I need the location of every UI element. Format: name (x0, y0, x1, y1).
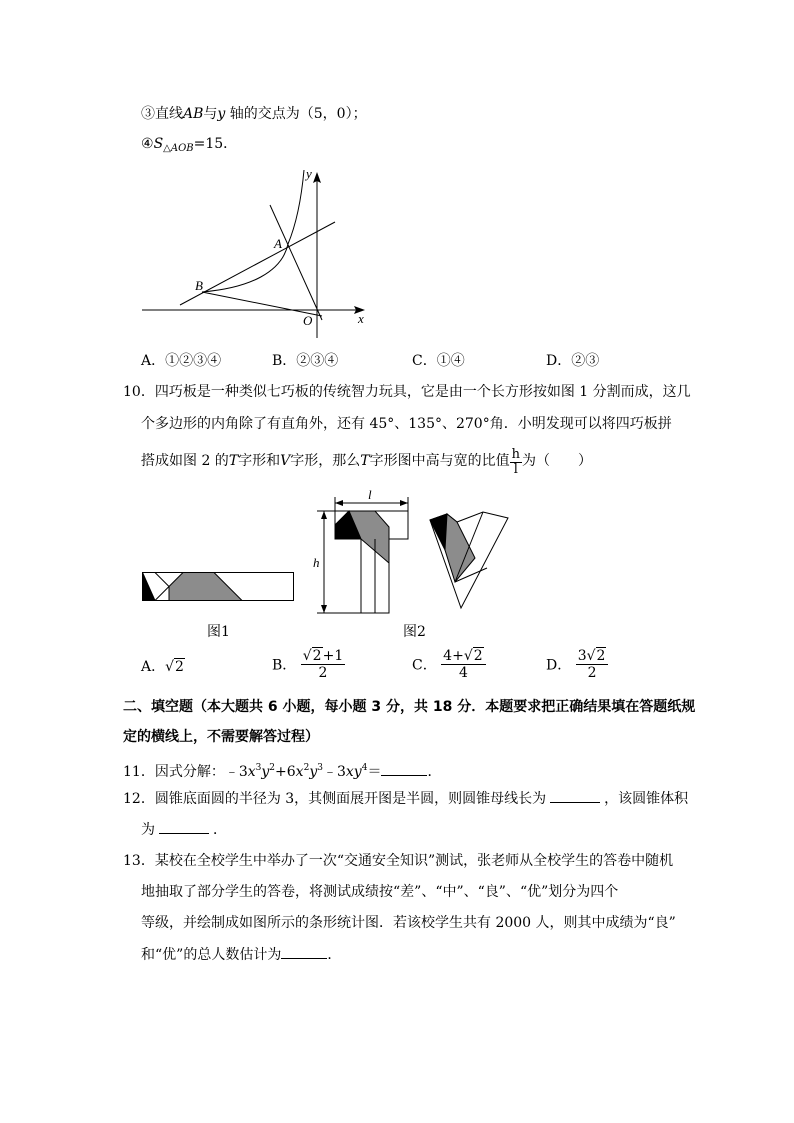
q12-line-1: 12．圆锥底面圆的半径为 3，其侧面展开图是半圆，则圆锥母线长为 ，该圆锥体积 (123, 788, 688, 809)
q10-line-3: 搭成如图 2 的T字形和V字形，那么T字形图中高与宽的比值 $\frac{h}{l}$ 为（ ） (141, 447, 592, 477)
q13-line-1: 13．某校在全校学生中举办了一次“交通安全知识”测试，张老师从全校学生的答卷中随机 (123, 853, 674, 869)
q13-line-3: 等级，并绘制成如图所示的条形统计图．若该校学生共有 2000 人，则其中成绩为“良” (141, 915, 676, 931)
q9-option-c[interactable]: C．①④ (412, 353, 465, 369)
q10-figure-1 (142, 572, 294, 602)
q9-coordinate-graph (140, 160, 380, 340)
q10-figure-1-caption: 图1 (207, 624, 230, 640)
q10-option-d[interactable]: D． $\frac{3√2}{2}$ (546, 648, 608, 681)
q10-option-a[interactable]: A．√2 (141, 659, 184, 675)
q10-option-c[interactable]: C． $\frac{4+√2}{4}$ (412, 648, 486, 681)
q10-line-2: 个多边形的内角除了有直角外，还有 45°、135°、270°角．小明发现可以将四巧板拼 (141, 416, 672, 432)
graph-label-A: A (274, 236, 282, 251)
q11-line: 11．因式分解：$﹣3x^3y^2+6x^2y^3﹣3xy^4=$ ． (123, 763, 442, 780)
graph-label-O: O (303, 313, 313, 328)
label-h: h (313, 555, 320, 570)
q11-answer-blank[interactable] (381, 761, 427, 776)
q12-answer-blank-2[interactable] (159, 819, 209, 834)
q9-option-d[interactable]: D．②③ (546, 353, 600, 369)
q13-answer-blank[interactable] (281, 944, 327, 959)
q10-line-1: 10．四巧板是一种类似七巧板的传统智力玩具，它是由一个长方形按如图 1 分割而成，这几 (123, 384, 691, 400)
q9-option-b[interactable]: B．②③④ (272, 353, 339, 369)
q13-line-4: 和“优”的总人数估计为 ． (141, 944, 341, 965)
q9-option-a[interactable]: A．①②③④ (141, 353, 222, 369)
q9-statement-4: $④S_{\triangle AOB}=15$． (141, 136, 238, 154)
q10-figure-2-t-shape (305, 487, 420, 617)
q10-figure-2-caption: 图2 (403, 624, 426, 640)
q10-option-b[interactable]: B． $\frac{√2+1}{2}$ (272, 648, 344, 681)
q9-statement-3: ③直线AB与y 轴的交点为（5，0）； (141, 106, 367, 122)
graph-label-B: B (195, 278, 203, 293)
q12-line-2: 为 ． (141, 819, 227, 840)
q10-figure-2-v-shape (425, 508, 513, 610)
q13-line-2: 地抽取了部分学生的答卷，将测试成绩按“差”、“中”、“良”、“优”划分为四个 (141, 884, 619, 900)
q12-answer-blank-1[interactable] (550, 788, 600, 803)
graph-label-x: x (358, 311, 364, 326)
label-l: l (368, 487, 372, 502)
section-2-heading-line-2: 定的横线上，不需要解答过程） (123, 729, 319, 745)
graph-label-y: y (306, 166, 312, 181)
section-2-heading-line-1: 二、填空题（本大题共 6 小题，每小题 3 分，共 18 分．本题要求把正确结果填在答题纸规 (123, 699, 696, 715)
